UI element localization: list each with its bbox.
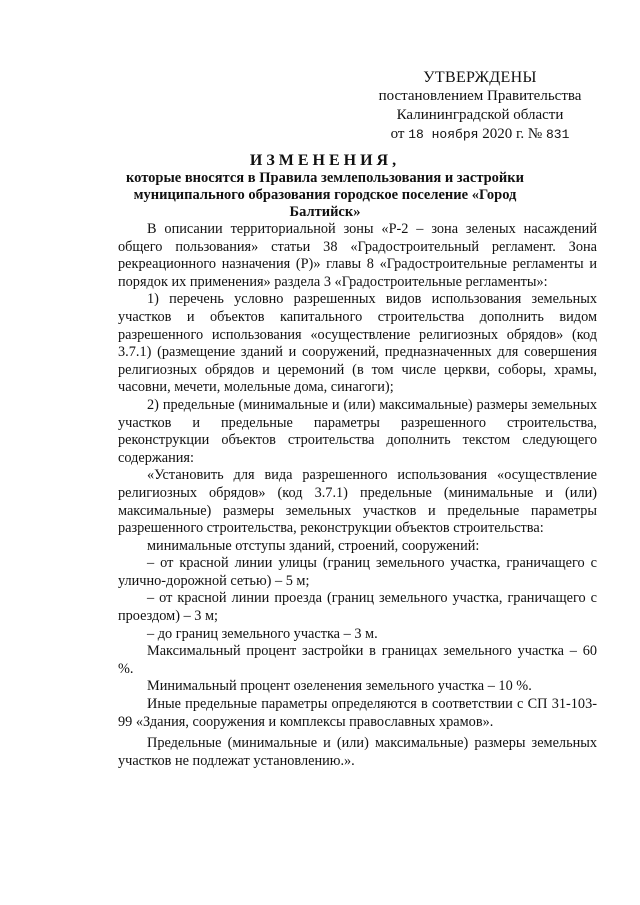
paragraph-offset-boundary: – до границ земельного участка – 3 м. — [147, 625, 378, 642]
document-body — [118, 221, 597, 770]
paragraph-min-greening: Минимальный процент озеленения земельного участка – 10 %. — [147, 678, 532, 695]
paragraph-intro: В описании территориальной зоны «Р-2 – зона зеленых насаждений общего пользования» статьи 38 «Градостроительный регламент. Зона рекреационного назначения (Р)» главы 8 «Градостроительные регламенты и порядок их применения» раздела 3 «Градостроительные регламенты»: — [118, 221, 597, 290]
date-prefix: от — [390, 126, 405, 142]
heading-title: ИЗМЕНЕНИЯ, — [249, 152, 401, 169]
paragraph-min-offsets: минимальные отступы зданий, строений, сооружений: — [147, 537, 480, 554]
date-value: 18 ноября — [408, 127, 479, 142]
paragraph-offset-street: – от красной линии улицы (границ земельного участка, граничащего с улично-дорожной сетью) – 5 м; — [118, 555, 597, 589]
paragraph-max-coverage: Максимальный процент застройки в границах земельного участка – 60 %. — [118, 643, 597, 677]
approval-stamp — [360, 68, 600, 144]
paragraph-item-1: 1) перечень условно разрешенных видов использования земельных участков и объектов капитального строительства дополнить видом разрешенного использования «осуществление религиозных обрядов» (код 3.7.1) (размещение зданий и сооружений, предназначенных для совершения религиозных обрядов и церемоний (в том числе церкви, соборы, храмы, часовни, мечети, молельные дома, синагоги); — [118, 291, 597, 396]
heading-subtitle-2: муниципального образования городское поселение «Город Балтийск» — [133, 187, 517, 220]
paragraph-offset-driveway: – от красной линии проезда (границ земельного участка, граничащего с проездом) – 3 м; — [118, 590, 597, 625]
approval-line-1: постановлением Правительства — [378, 88, 582, 104]
paragraph-closing: Предельные (минимальные и (или) максимальные) размеры земельных участков не подлежат установлению.». — [118, 735, 597, 769]
approval-title: УТВЕРЖДЕНЫ — [423, 69, 537, 86]
approval-line-2: Калининградской области — [396, 107, 564, 123]
paragraph-item-2: 2) предельные (минимальные и (или) максимальные) размеры земельных участков и предельные параметры разрешенного строительства, реконструкции объектов строительства дополнить текстом следующего содержания: — [118, 396, 597, 466]
approval-date-line — [360, 125, 600, 144]
heading-subtitle-1: которые вносятся в Правила землепользования и застройки — [126, 170, 524, 186]
date-year: 2020 г. — [482, 126, 525, 142]
document-heading — [110, 152, 540, 221]
number-sign: № — [527, 126, 543, 142]
paragraph-quote-start: «Установить для вида разрешенного использования «осуществление религиозных обрядов» (код 3.7.1) предельные (минимальные и (или) максимальные) размеры земельных участков и предельные параметры разрешенного строительства, реконструкции объектов строительства: — [118, 467, 597, 537]
paragraph-other-params: Иные предельные параметры определяются в соответствии с СП 31-103-99 «Здания, сооружения и комплексы православных храмов». — [118, 696, 597, 730]
document-number: 831 — [545, 127, 570, 142]
